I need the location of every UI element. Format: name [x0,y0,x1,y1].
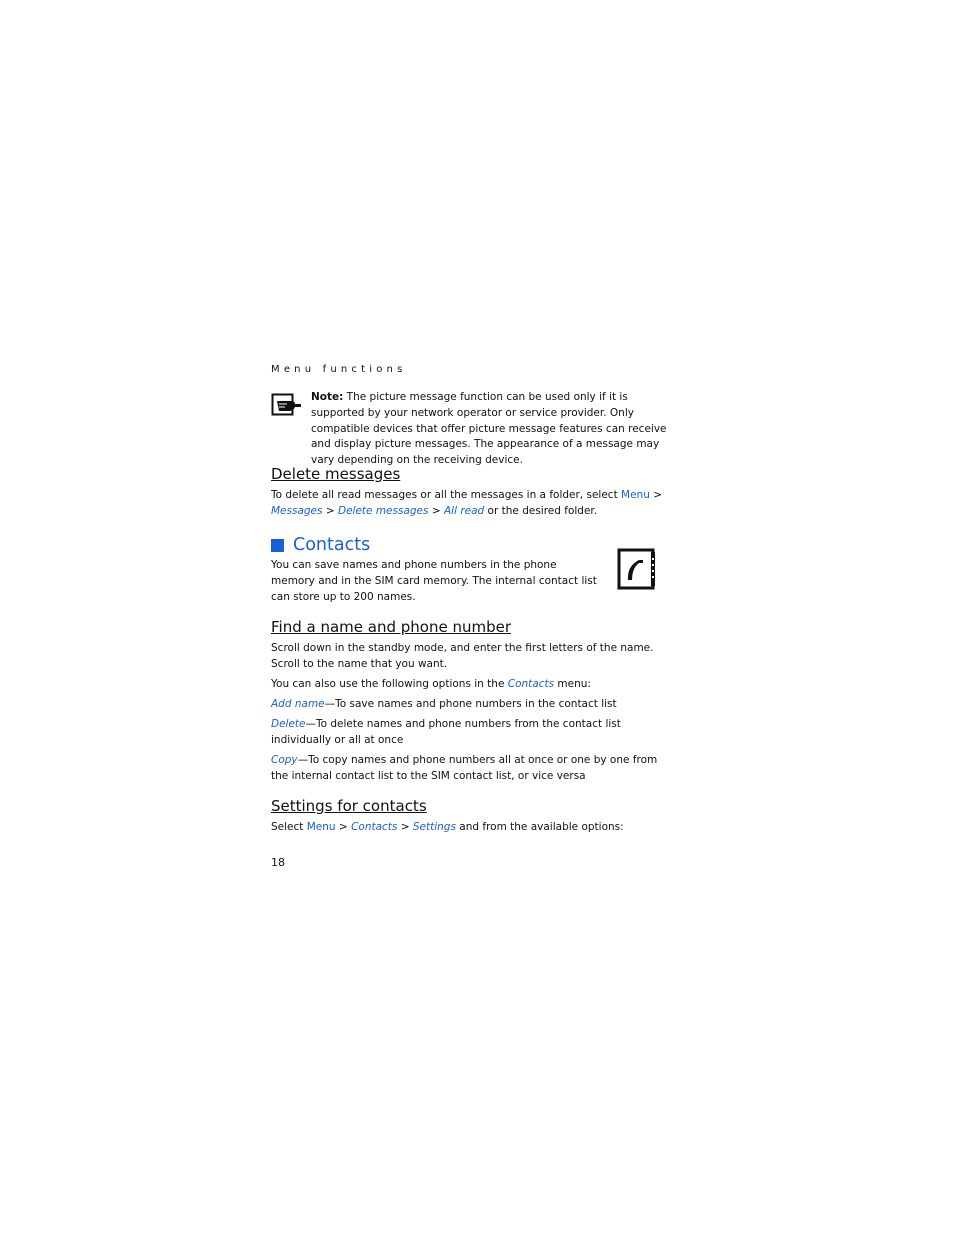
delete-text: —To delete names and phone numbers from the contact list individually or all at once [271,718,621,746]
contacts-paragraph: You can save names and phone numbers in the phone memory and in the SIM card memory. The internal contact list can store up to 200 names. [271,559,597,603]
find-name-heading: Find a name and phone number [271,618,512,636]
delete-messages-paragraph [271,488,669,520]
add-name-text: —To save names and phone numbers in the contact list [324,698,617,710]
settings-menu-link: Menu [306,821,336,833]
note-hand-icon [271,393,303,417]
page-number: 18 [271,856,285,869]
menu-link: Menu [621,489,650,501]
note-text: The picture message function can be used only if it is supported by your network operator or service provider. Only compatible devices that offer picture message features can receive and display picture messages. The appearance of a message may vary depending on the receiving device. [311,391,667,467]
note-label: Note: [311,391,344,403]
settings-contacts-link: Contacts [351,821,398,833]
delete-messages-text-1: To delete all read messages or all the messages in a folder, select [271,489,622,501]
find-name-paragraph-1: Scroll down in the standby mode, and enter the first letters of the name. Scroll to the name that you want. [271,642,654,670]
settings-link: Settings [412,821,456,833]
delete-messages-text-2: or the desired folder. [484,504,598,517]
delete-messages-link: Delete messages [337,504,429,517]
separator: > [428,504,444,517]
contacts-heading [271,534,370,556]
settings-heading: Settings for contacts [271,797,427,815]
copy-text: —To copy names and phone numbers all at once or one by one from the internal contact list to the SIM contact list, or vice versa [271,754,658,782]
find-name-text-2a: You can also use the following options in the [271,678,508,690]
find-name-text-2b: menu: [554,678,591,690]
separator: > [335,821,352,833]
all-read-link: All read [443,504,485,517]
messages-link: Messages [271,504,323,517]
note-paragraph [311,390,669,469]
delete-link: Delete [271,718,306,730]
option-add-name [271,697,669,713]
option-delete [271,717,669,749]
running-header: Menu functions [271,364,407,375]
settings-text-a: Select [271,821,307,833]
section-square-icon [271,539,284,552]
settings-text-b: and from the available options: [455,821,624,833]
find-name-paragraph-2 [271,677,669,693]
settings-paragraph [271,820,669,836]
copy-link: Copy [271,754,298,766]
add-name-link: Add name [271,698,325,710]
contacts-heading-label: Contacts [293,535,371,555]
contacts-link: Contacts [507,678,555,690]
delete-messages-heading: Delete messages [271,465,401,483]
separator: > [322,504,338,517]
option-copy [271,753,669,785]
separator: > [397,821,413,833]
separator: > [649,489,663,501]
contacts-book-icon [617,548,657,592]
